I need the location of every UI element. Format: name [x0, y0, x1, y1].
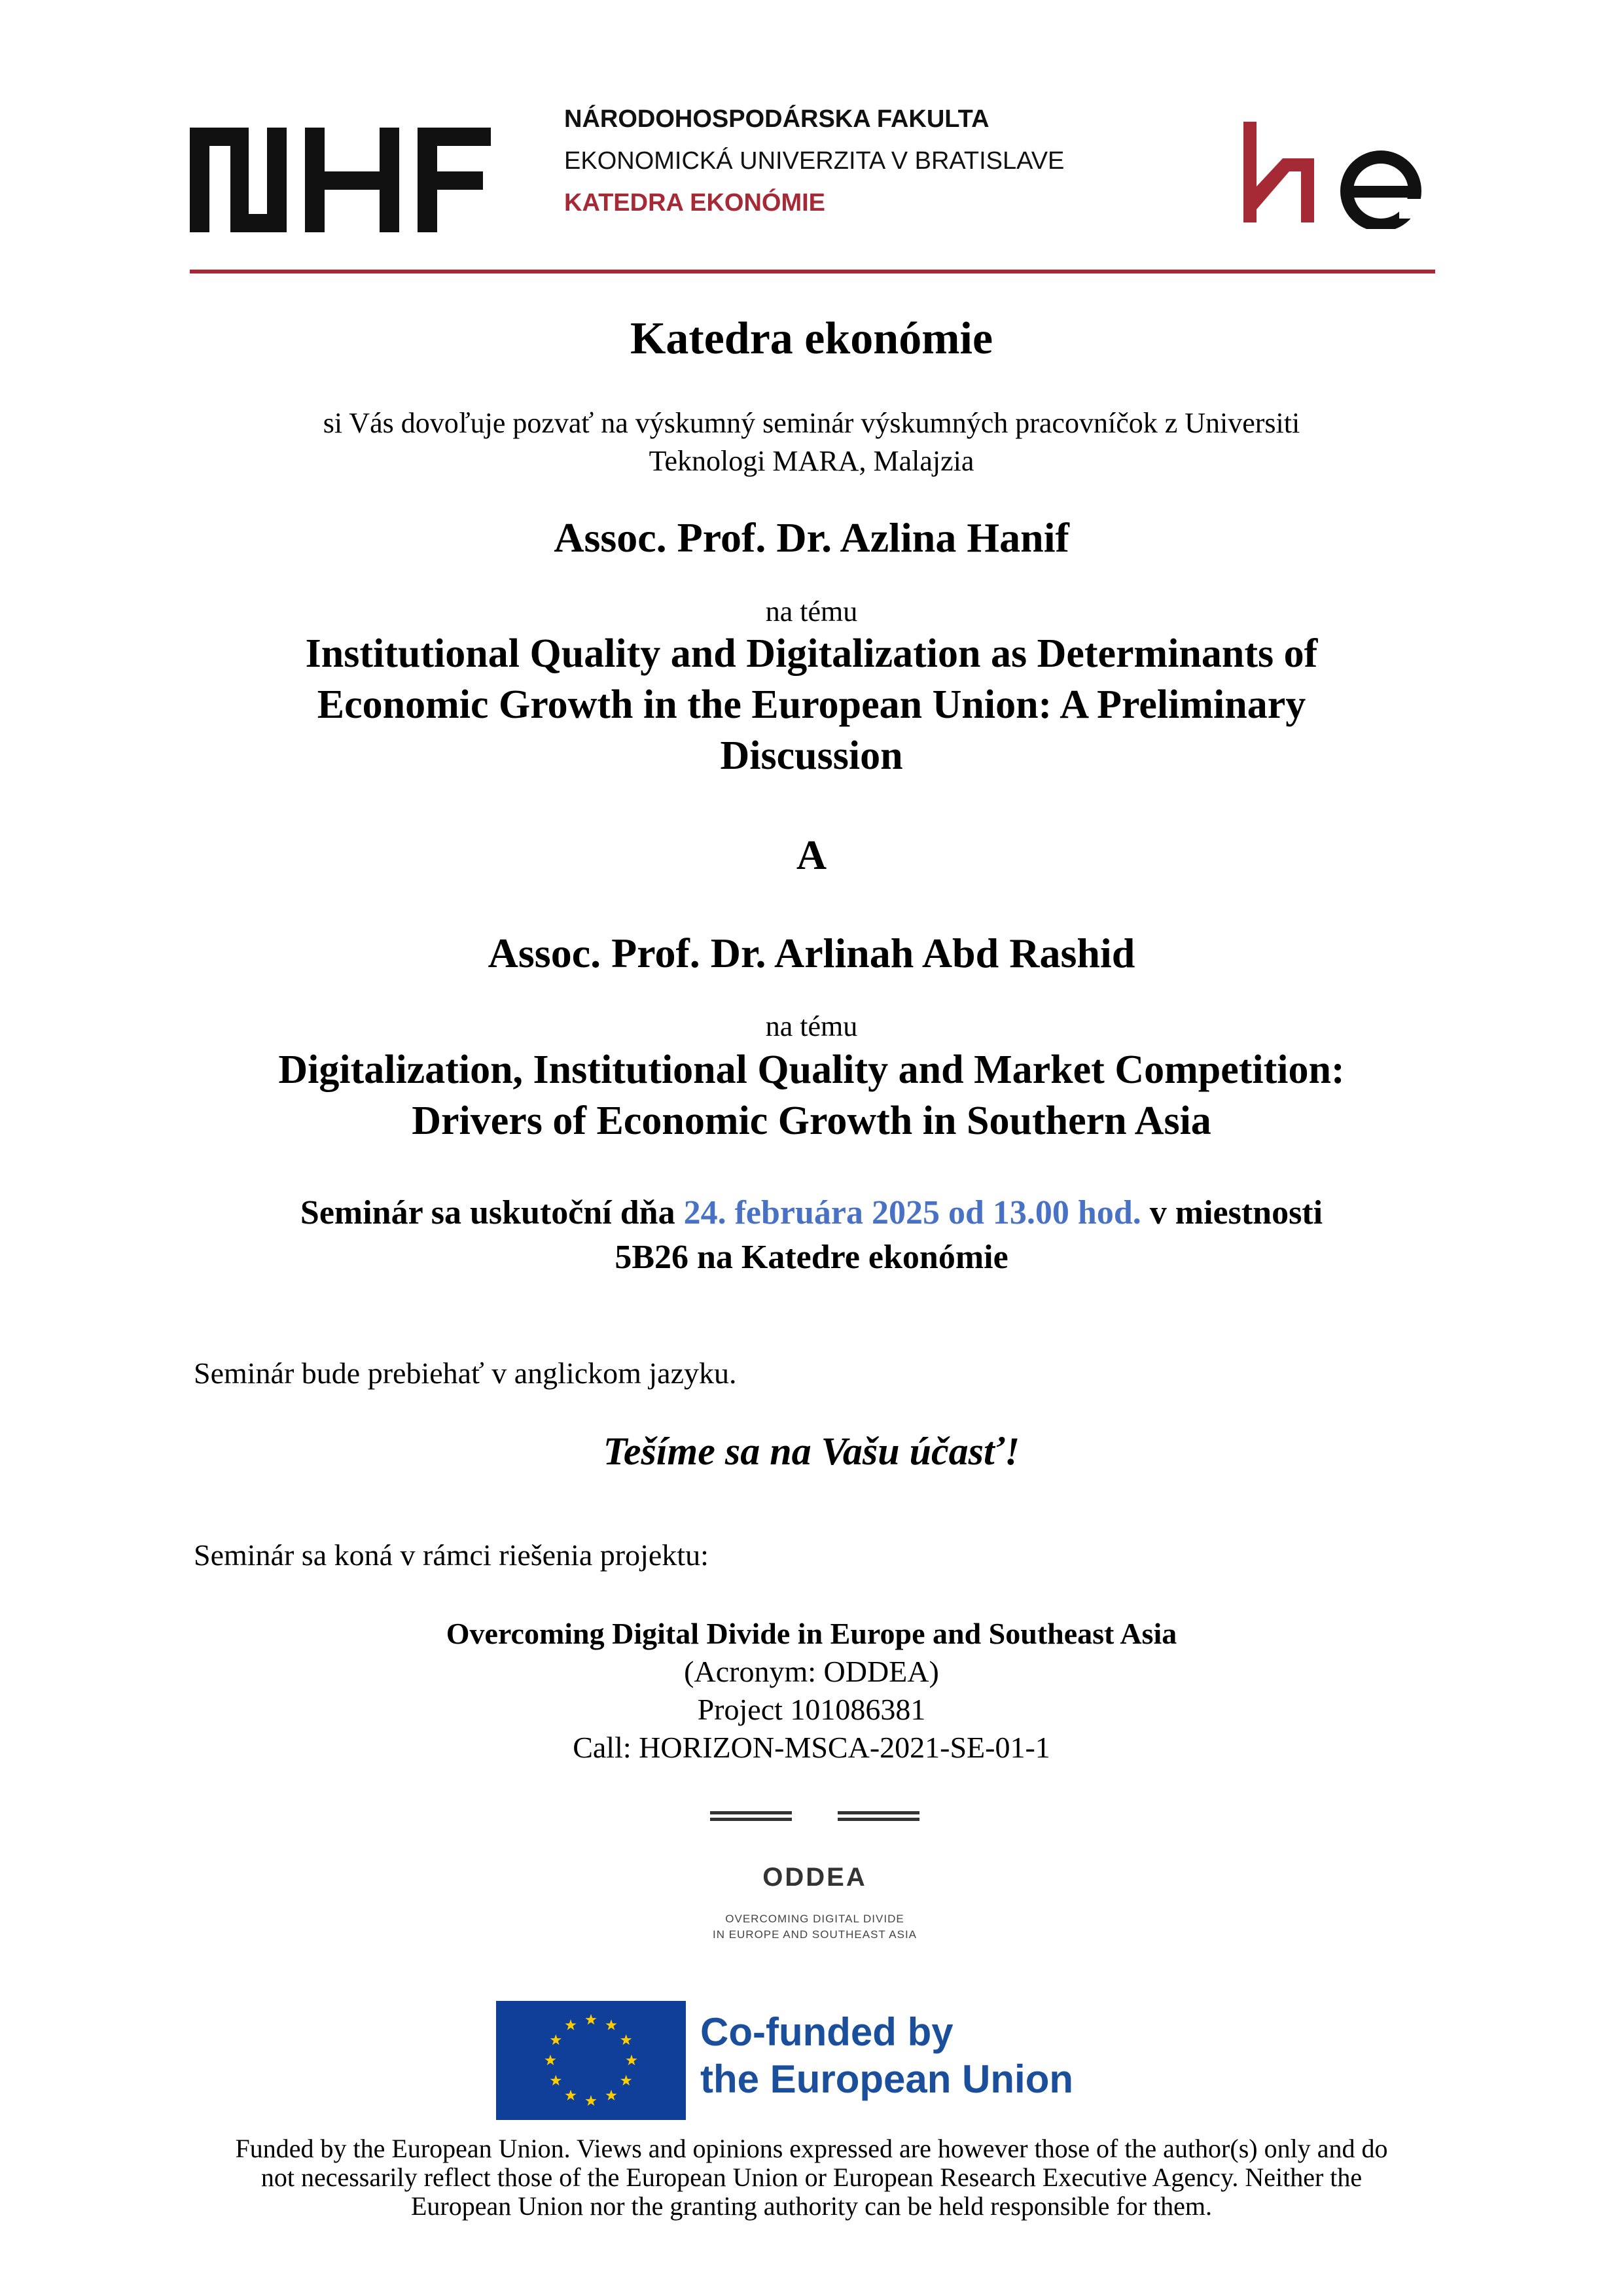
speaker-1-topic-line: Economic Growth in the European Union: A Preliminary: [317, 682, 1306, 727]
seminar-prefix: Seminár sa uskutoční dňa: [300, 1194, 675, 1231]
speaker-2-topic-line: Digitalization, Institutional Quality and Market Competition:: [278, 1048, 1345, 1092]
header-text: [564, 98, 1064, 224]
page-title: Katedra ekonómie: [630, 313, 993, 364]
seminar-info: [0, 1191, 1623, 1280]
thanks-message: Tešíme sa na Vašu účasť!: [603, 1430, 1020, 1473]
funding-disclaimer: [196, 2134, 1427, 2221]
eu-star-icon: [544, 2055, 556, 2065]
invite-line-1: si Vás dovoľuje pozvať na výskumný seminár výskumných pracovníčok z Universiti: [323, 407, 1300, 439]
speaker-2-name: Assoc. Prof. Dr. Arlinah Abd Rashid: [488, 930, 1135, 976]
speaker-2-topic-label: na tému: [765, 1010, 858, 1042]
project-call: Call: HORIZON-MSCA-2021-SE-01-1: [573, 1731, 1050, 1764]
seminar-date: 24. februára 2025 od 13.00 hod.: [683, 1194, 1141, 1231]
eu-star-icon: [620, 2075, 632, 2085]
oddea-logo-tagline: OVERCOMING DIGITAL DIVIDE: [725, 1913, 904, 1925]
seminar-date-line: [0, 1191, 1623, 1235]
oddea-logo-tagline: IN EUROPE AND SOUTHEAST ASIA: [712, 1928, 918, 1941]
eu-star-icon: [605, 2090, 616, 2100]
eu-star-icon: [565, 2019, 576, 2030]
eu-star-icon: [626, 2055, 637, 2065]
project-intro: Seminár sa koná v rámci riešenia projektu:: [194, 1538, 709, 1572]
speaker-1-name: Assoc. Prof. Dr. Azlina Hanif: [554, 514, 1069, 561]
speaker-1-topic: [0, 628, 1623, 781]
invite-line-2: Teknologi MARA, Malajzia: [649, 445, 974, 477]
project-number: Project 101086381: [697, 1693, 926, 1726]
seminar-suffix: v miestnosti: [1149, 1194, 1323, 1231]
speaker-1-topic-label: na tému: [765, 595, 858, 627]
eu-star-icon: [605, 2019, 616, 2030]
conjunction: A: [796, 832, 827, 878]
eu-text-line-1: Co-funded by: [700, 2010, 954, 2054]
nhf-logo: [190, 124, 491, 236]
project-name: Overcoming Digital Divide in Europe and Southeast Asia: [446, 1617, 1177, 1650]
eu-star-icon: [585, 2014, 596, 2024]
eu-star-icon: [550, 2075, 562, 2085]
disclaimer-line: Funded by the European Union. Views and opinions expressed are however those of the author(s) only and do: [235, 2134, 1388, 2163]
oddea-logo-name: ODDEA: [762, 1863, 867, 1892]
eu-star-icon: [620, 2034, 632, 2045]
header-divider: [190, 270, 1435, 274]
speaker-2-topic: [0, 1044, 1623, 1146]
department-name: KATEDRA EKONÓMIE: [564, 189, 825, 217]
disclaimer-line: European Union nor the granting authority can be held responsible for them.: [410, 2191, 1213, 2221]
faculty-name: NÁRODOHOSPODÁRSKA FAKULTA: [564, 105, 990, 133]
speaker-1-topic-line: Discussion: [720, 733, 903, 778]
project-acronym: (Acronym: ODDEA): [684, 1655, 939, 1688]
disclaimer-line: not necessarily reflect those of the European Union or European Research Executive Agency. Neither the: [260, 2163, 1363, 2192]
eu-cofunded-text: [700, 2009, 1073, 2103]
seminar-room: 5B26 na Katedre ekonómie: [615, 1239, 1008, 1276]
eu-star-icon: [585, 2095, 596, 2106]
eu-text-line-2: the European Union: [700, 2057, 1073, 2101]
eu-flag-icon: [496, 2001, 686, 2120]
project-details: [0, 1615, 1623, 1767]
invite-text: [0, 404, 1623, 480]
university-name: EKONOMICKÁ UNIVERZITA V BRATISLAVE: [564, 147, 1065, 175]
speaker-1-topic-line: Institutional Quality and Digitalization as Determinants of: [305, 631, 1318, 676]
eu-star-icon: [550, 2034, 562, 2045]
eu-cofunded-logo: [484, 1989, 1139, 2127]
speaker-2-topic-line: Drivers of Economic Growth in Southern Asia: [412, 1099, 1211, 1143]
eu-star-icon: [565, 2090, 576, 2100]
ke-logo: [1243, 118, 1440, 229]
language-note: Seminár bude prebiehať v anglickom jazyku.: [194, 1356, 737, 1390]
oddea-logo: [641, 1780, 988, 1963]
